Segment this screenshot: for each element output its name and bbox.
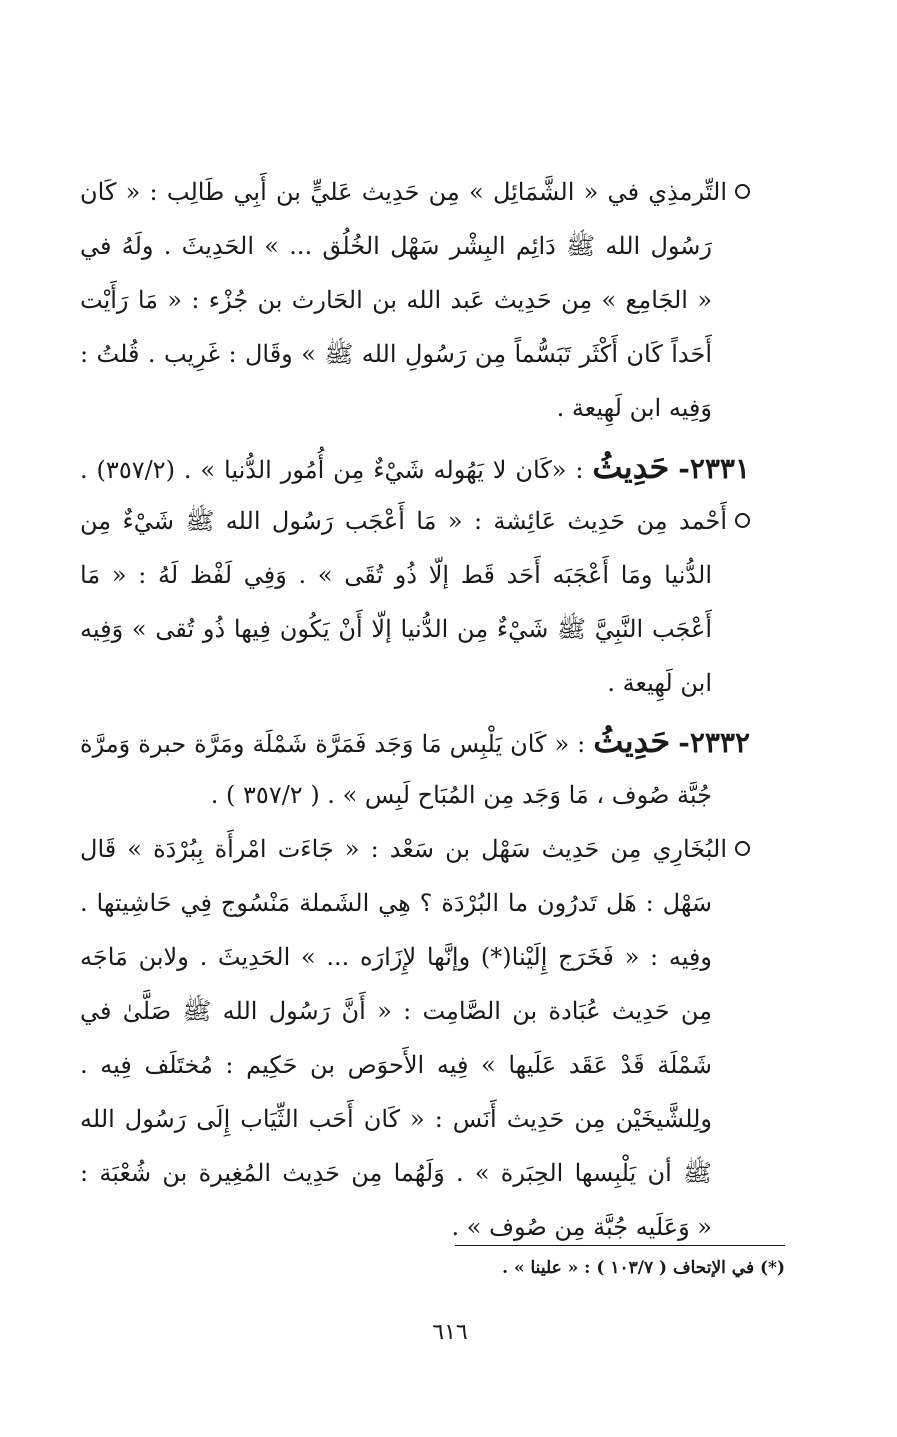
hadith-heading (80, 714, 750, 768)
text-line: رَسُول الله ﷺ دَائِم البِشْر سَهْل الخُلُق ... » الحَدِيثَ . ولَهُ في (80, 232, 712, 260)
hadith-label: حَدِيثُ (593, 722, 671, 760)
footnote: (*) في الإتحاف ( ١٠٣/٧ ) : « علينا » . (502, 1258, 785, 1278)
hadith-number: ٢٣٣٢- (678, 726, 750, 759)
text-line: ﷺ أن يَلْبِسها الحِبَرة » . وَلَهُما مِن حَدِيث المُغِيرة بن شُعْبَة : (80, 1159, 712, 1187)
text-line: « وَعَلَيه جُبَّة مِن صُوف » . (451, 1213, 712, 1241)
hadith-text: : «كَان لا يَهُوله شَيْءٌ مِن أُمُور الدُّنيا » . (٣٥٧/٢) . (80, 456, 584, 484)
text-line: أَعْجَب النَّبِيَّ ﷺ شَيْءٌ مِن الدُّنيا إلّا أَنْ يَكُون فِيها ذُو تُقى » وَفِيه (80, 615, 713, 643)
text-line: « الجَامِع » مِن حَدِيث عَبد الله بن الحَارث بن جُزْء : « مَا رَأَيْت (80, 286, 712, 314)
text-line (80, 822, 750, 876)
text-line: سَهْل : هَل تَدرُون ما البُرْدَة ؟ هِي الشَملة مَنْسُوج فِي حَاشِيتها . (80, 889, 712, 917)
text-line: ولِلشَّيخَيْن مِن حَدِيث أَنَس : « كَان أَحَب الثِّيَاب إِلَى رَسُول الله (80, 1105, 712, 1133)
text-line-content: البُخَارِي مِن حَدِيث سَهْل بن سَعْد : « جَاءَت امْرأَة بِبُرْدَة » قَال (80, 835, 727, 863)
hadith-heading-continuation: جُبَّة صُوف ، مَا وَجَد مِن المُبَاح لَبِس » . ( ٣٥٧/٢ ) . (210, 781, 712, 809)
text-line: أَحَداً كَان أَكْثَر تَبَسُّماً مِن رَسُولِ الله ﷺ » وقَال : غَرِيب . قُلتُ : (80, 340, 712, 368)
text-line (80, 165, 750, 219)
hadith-text: : « كَان يَلْبِس مَا وَجَد فَمَرَّة شَمْلَة ومَرَّة حبرة وَمرَّة (80, 730, 586, 758)
hadith-number: ٢٣٣١- (678, 452, 750, 485)
circle-bullet-icon (735, 841, 750, 856)
text-line-content: التِّرمذِي في « الشَّمَائِل » مِن حَدِيث عَليٍّ بن أَبِي طَالِب : « كَان (80, 178, 727, 206)
page-number: ٦١٦ (432, 1320, 468, 1345)
hadith-heading (80, 440, 750, 494)
text-line: الدُّنيا ومَا أَعْجَبَه أَحَد قَط إلّا ذُو تُقَى » . وَفِي لَفْظ لَهُ : « مَا (80, 561, 712, 589)
text-line: وفِيه : « فَخَرَج إِلَيْنا(*) وإنَّها لإِزَارَه ... » الحَدِيثَ . ولابن مَاجَه (80, 943, 712, 971)
text-line: مِن حَدِيث عُبَادة بن الصَّامِت : « أَنَّ رَسُول الله ﷺ صَلَّىٰ في (80, 997, 712, 1025)
text-line: شَمْلَة قَدْ عَقَد عَلَيها » فِيه الأَحوَص بن حَكِيم : مُختَلَف فِيه . (80, 1051, 712, 1079)
commentary-block-1 (80, 165, 750, 435)
hadith-entry-2331 (80, 440, 750, 710)
footnote-divider (455, 1245, 785, 1246)
text-line (80, 494, 750, 548)
hadith-entry-2332 (80, 714, 750, 1254)
text-line: ابن لَهِيعة . (607, 669, 712, 697)
hadith-label: حَدِيثُ (592, 448, 670, 486)
circle-bullet-icon (735, 184, 750, 199)
text-line: وَفِيه ابن لَهِيعة . (556, 394, 712, 422)
text-line-content: أَحْمد مِن حَدِيث عَائِشة : « مَا أَعْجَب رَسُول الله ﷺ شَيْءٌ مِن (80, 507, 727, 535)
circle-bullet-icon (735, 513, 750, 528)
